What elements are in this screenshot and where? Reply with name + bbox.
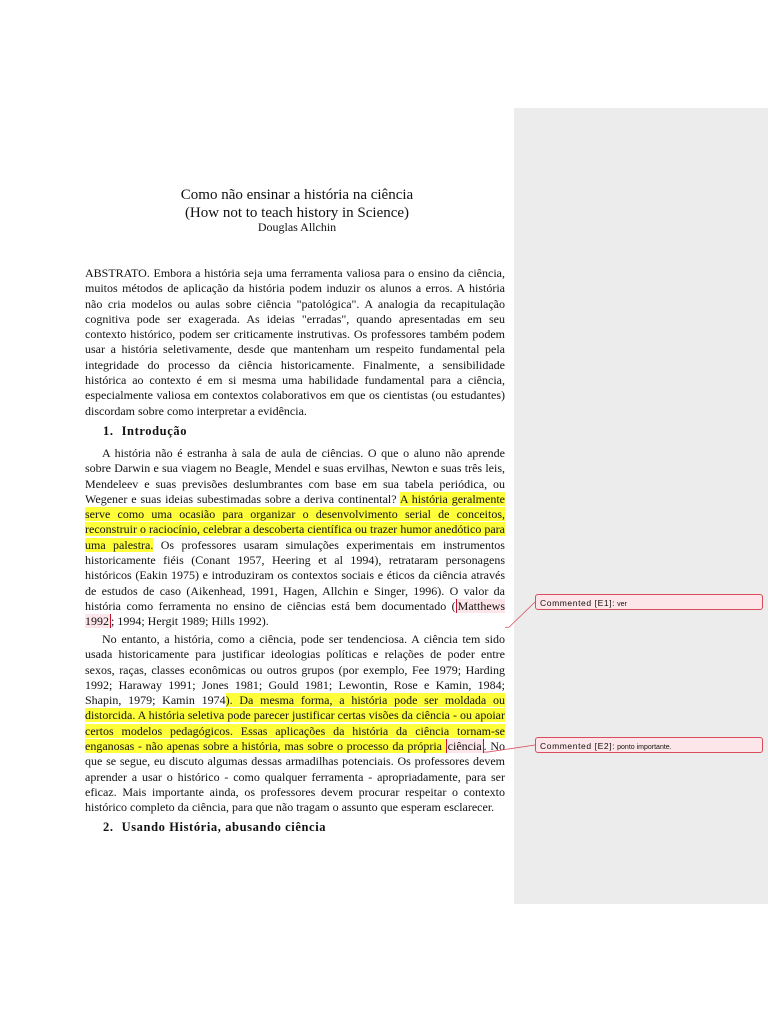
section-2-heading xyxy=(103,820,326,835)
intro-paragraph-1 xyxy=(85,446,505,630)
text-run: A história não é estranha à sala de aula de ciências. O que o aluno não aprende sobre Darwin e sua viagem no Beagle, Mendel e suas ervilhas, Newton e suas três leis, Mendeleev e suas previsões deslumbrantes com base em sua tabela periódica, ou Wegener e suas ideias subestimadas sobre a deriva continental? xyxy=(85,446,505,506)
comment-text: ponto importante. xyxy=(617,744,672,751)
comment-e2[interactable] xyxy=(535,737,763,753)
text-run: Os professores usaram simulações experimentais em instrumentos historicamente fiéis (Conant 1957, Heering et al 1994), retrataram personagens históricos (Eakin 1975) e introduziram os contextos sociais e éticos da ciência através de estudos de caso (Aikenhead, 1991, Hagen, Allchin e Singer, 1996). O valor da história como ferramenta no ensino de ciências está bem documentado ( xyxy=(85,537,505,613)
text-run: ; 1994; Hergit 1989; Hills 1992). xyxy=(111,614,269,629)
intro-paragraph-2 xyxy=(85,632,505,816)
section-1-number: 1. xyxy=(103,424,114,438)
comment-anchor-e2[interactable]: ciência xyxy=(447,739,482,754)
comment-pane xyxy=(514,108,768,904)
comment-label: Commented [E2]: xyxy=(540,741,616,751)
text-run: No entanto, a história, como a ciência, pode ser tendenciosa. A ciência tem sido usada historicamente para justificar ideologias políticas e relações de poder entre sexos, raças, classes econômicas ou outros grupos (por exemplo, Fee 1979; Harding 1992; Haraway 1991; Jones 1981; Gould 1981; Lewontin, Rose e Kamin, 1984; Shapin, 1979; Kamin 1974 xyxy=(85,632,505,708)
document-author: Douglas Allchin xyxy=(257,220,337,234)
section-1-heading xyxy=(103,424,187,439)
comment-anchor-e1[interactable]: Matthews 1992 xyxy=(85,598,505,629)
highlighted-text: ). Da mesma forma, a história pode ser moldada ou distorcida. A história seletiva pode parecer justificar certas visões da ciência - ou apoiar certos modelos pedagógicos. Essas aplicações da história da ciência tornam-se enganosas - não apenas sobre a história, mas sobre o processo da própria xyxy=(85,693,506,754)
highlighted-text: A história geralmente serve como uma ocasião para organizar o desenvolvimento serial de conceitos, reconstruir o raciocínio, celebrar a descoberta científica ou trazer humor anedótico para uma palestra. xyxy=(85,491,505,552)
comment-label: Commented [E1]: xyxy=(540,598,616,608)
document-title: Como não ensinar a história na ciência xyxy=(180,187,414,203)
comment-e1[interactable] xyxy=(535,594,763,610)
section-1-title: Introdução xyxy=(121,424,188,438)
document-subtitle: (How not to teach history in Science) xyxy=(184,205,410,221)
comment-text: ver xyxy=(617,601,627,608)
text-run: . No que se segue, eu discuto algumas dessas armadilhas potenciais. Os professores devem aprender a usar o histórico - como qualquer ferramenta - apropriadamente, para ser eficaz. Mais importante ainda, os professores devem procurar respeitar o contexto histórico completo da ciência, para que não tragam o assunto que esperam esclarecer. xyxy=(85,739,505,815)
section-2-number: 2. xyxy=(103,820,114,834)
abstract-paragraph: ABSTRATO. Embora a história seja uma ferramenta valiosa para o ensino da ciência, muitos métodos de aplicação da história podem induzir os alunos a erros. A história não cria modelos ou aulas sobre ciência "patológica". A analogia da recapitulação cognitiva pode ser exagerada. As ideias "erradas", quando apresentadas em seu contexto histórico, podem ser criticamente instrutivas. Os professores também podem usar a história seletivamente, desde que mantenham um respeito fundamental pela integridade do processo da ciência historicamente. Finalmente, a sensibilidade histórica ao contexto é em si mesma uma habilidade fundamental para a ciência, especialmente valiosa em contextos colaborativos em que os cientistas (ou estudantes) discordam sobre como interpretar a evidência. xyxy=(85,266,505,418)
section-2-title: Usando História, abusando ciência xyxy=(121,820,327,834)
